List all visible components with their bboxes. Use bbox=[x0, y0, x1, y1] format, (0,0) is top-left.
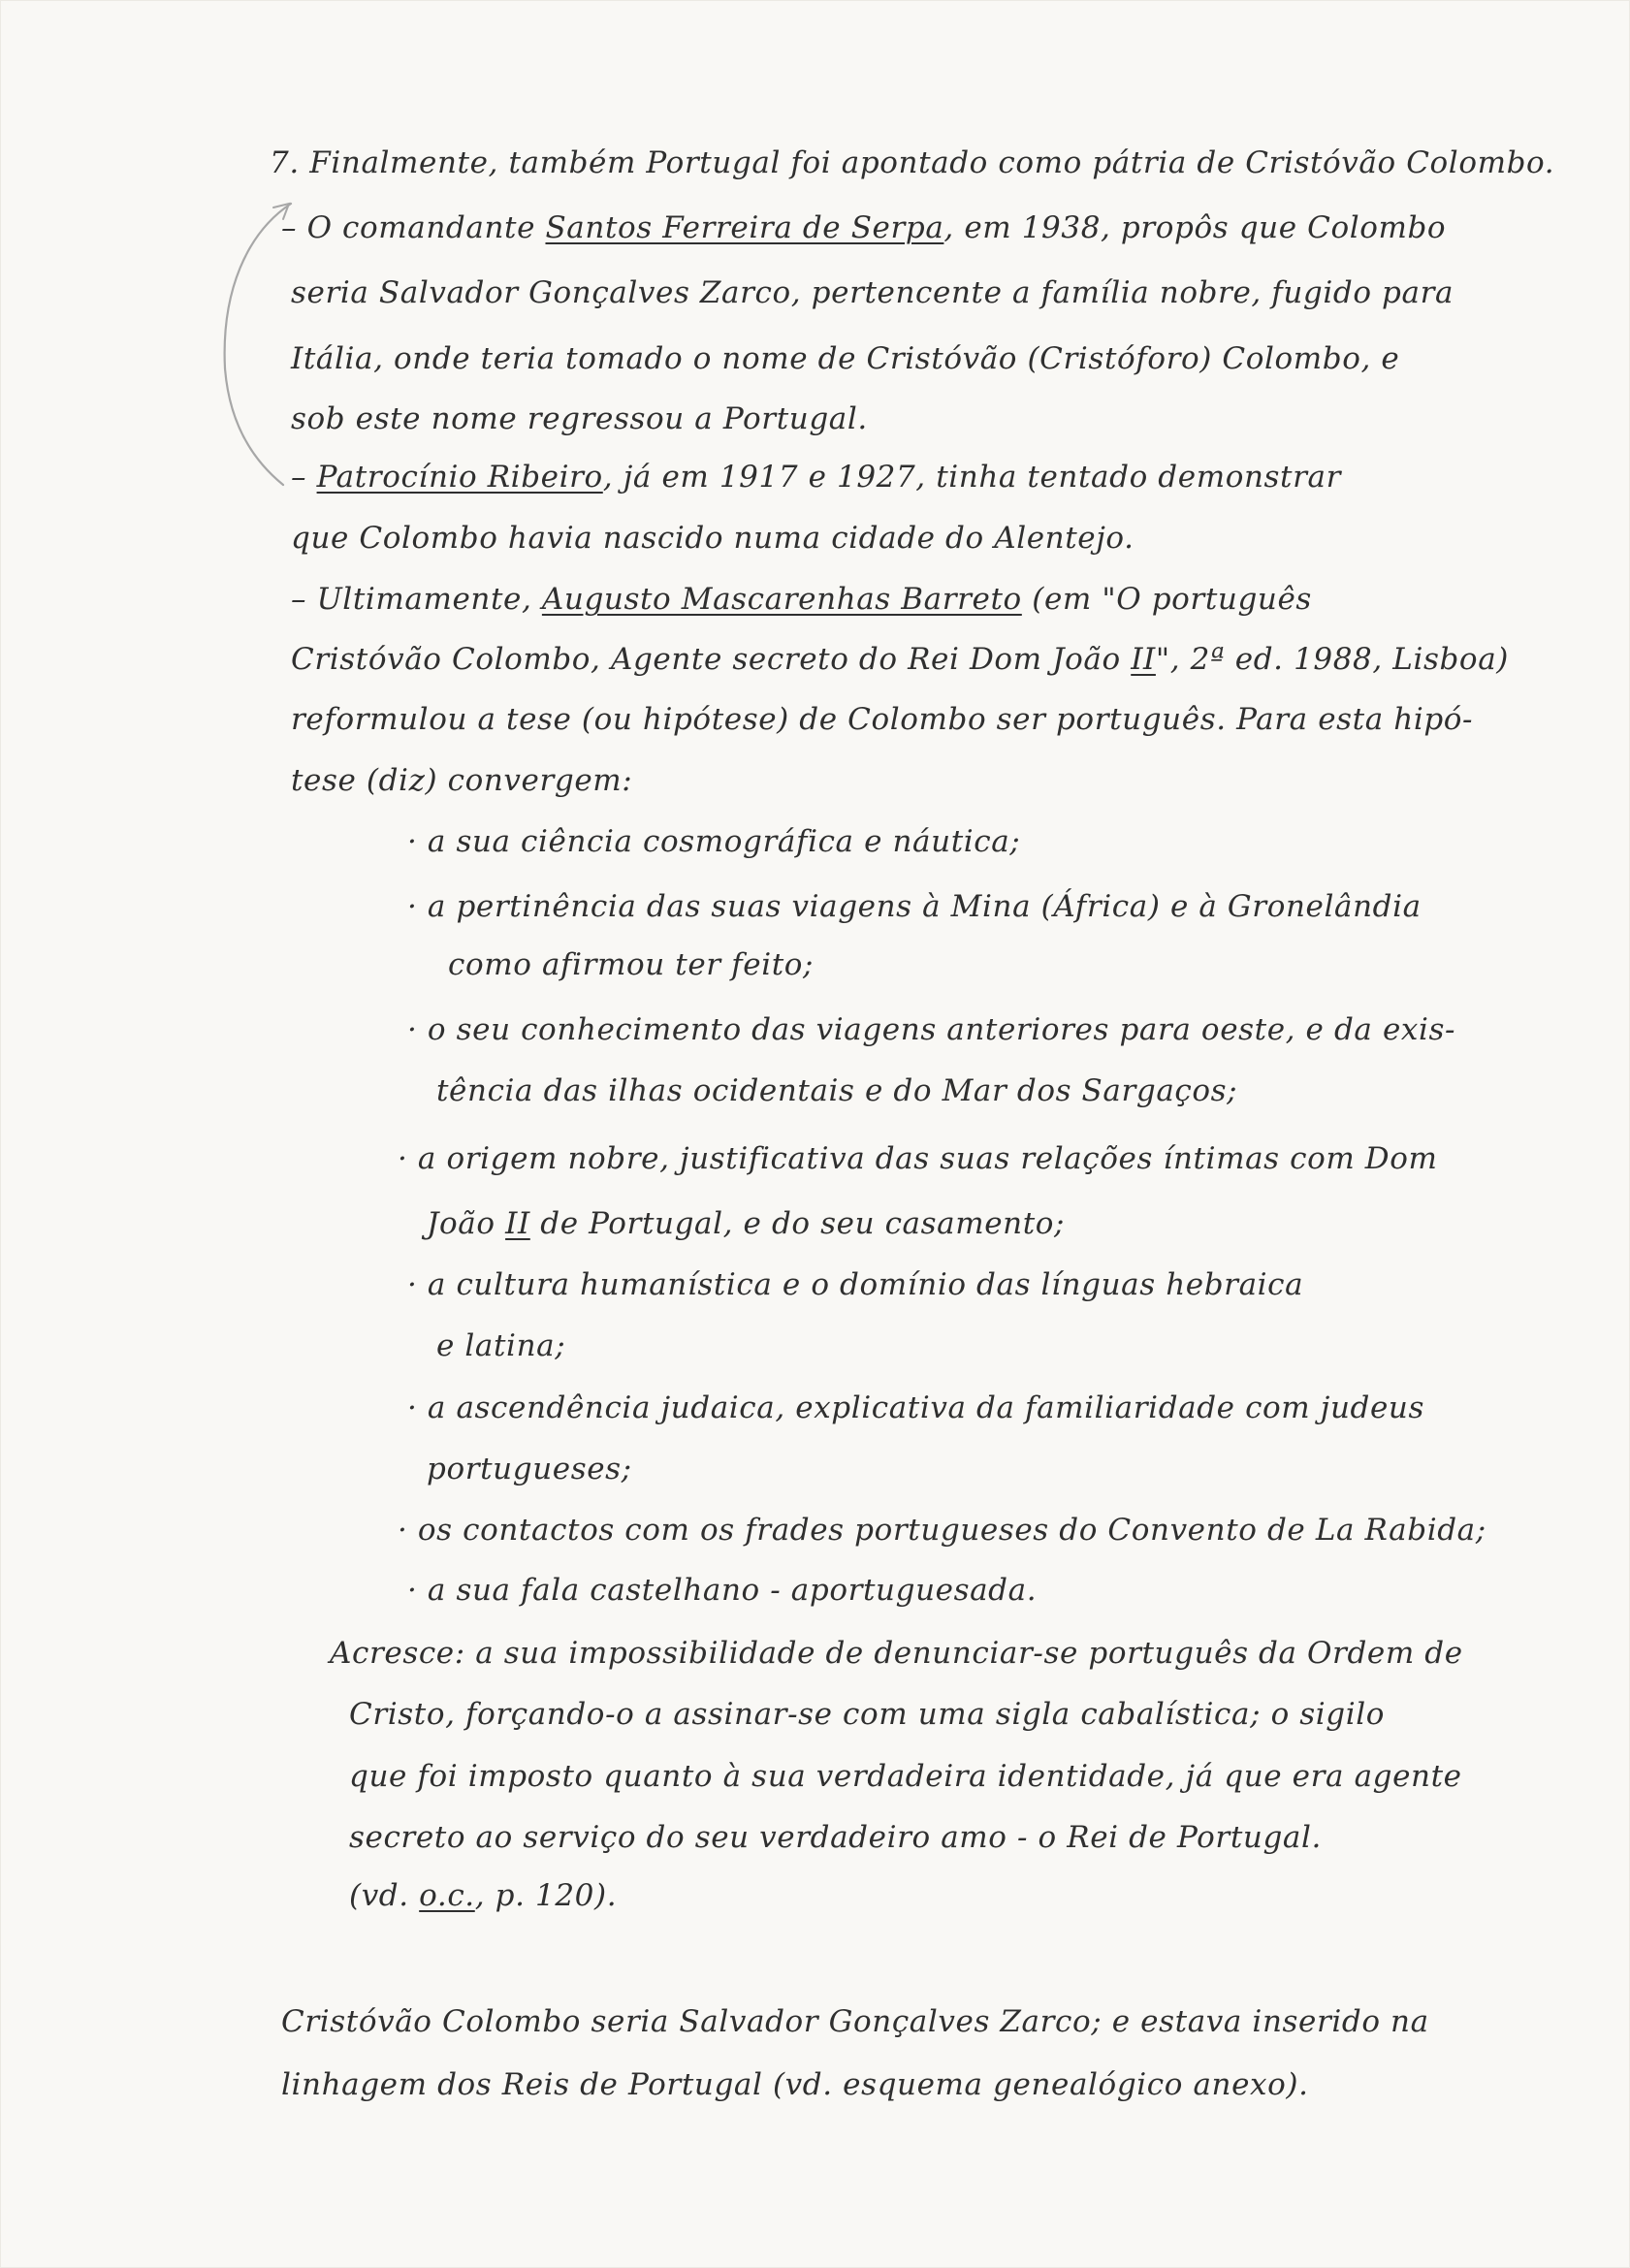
bullet-3-line-1: · o seu conhecimento das viagens anteriores para oeste, e da exis- bbox=[407, 1012, 1456, 1047]
bullet-6-line-1: · a ascendência judaica, explicativa da familiaridade com judeus bbox=[407, 1390, 1424, 1425]
list-dash: – bbox=[291, 582, 307, 617]
bullet-3-line-2: tência das ilhas ocidentais e do Mar dos Sargaços; bbox=[436, 1073, 1238, 1108]
item1-line-3: Itália, onde teria tomado o nome de Cristóvão (Cristóforo) Colombo, e bbox=[291, 341, 1400, 376]
bullet-2-line-1: · a pertinência das suas viagens à Mina (África) e à Gronelândia bbox=[407, 889, 1422, 924]
author-patrocinio-ribeiro: Patrocínio Ribeiro bbox=[316, 460, 603, 495]
list-dash: – bbox=[281, 210, 298, 245]
conclusion-line-2: linhagem dos Reis de Portugal (vd. esquema genealógico anexo). bbox=[281, 2067, 1309, 2102]
acresce-line-1: Acresce: a sua impossibilidade de denunciar-se português da Ordem de bbox=[330, 1636, 1463, 1671]
bullet-4-line-1: · a origem nobre, justificativa das suas relações íntimas com Dom bbox=[398, 1141, 1438, 1176]
item3-line-3: reformulou a tese (ou hipótese) de Colombo ser português. Para esta hipó- bbox=[291, 702, 1474, 737]
item3-line-1: – Ultimamente, Augusto Mascarenhas Barreto (em "O português bbox=[291, 582, 1312, 617]
intro-line-1: 7. Finalmente, também Portugal foi apontado como pátria de Cristóvão Colombo. bbox=[270, 145, 1555, 180]
item2-line-2: que Colombo havia nascido numa cidade do Alentejo. bbox=[291, 521, 1135, 556]
item3-line-2: Cristóvão Colombo, Agente secreto do Rei Dom João II", 2ª ed. 1988, Lisboa) bbox=[291, 642, 1509, 677]
acresce-reference: (vd. o.c., p. 120). bbox=[349, 1878, 618, 1913]
conclusion-line-1: Cristóvão Colombo seria Salvador Gonçalves Zarco; e estava inserido na bbox=[281, 2004, 1429, 2039]
bullet-1: · a sua ciência cosmográfica e náutica; bbox=[407, 824, 1021, 859]
item1-line-4: sob este nome regressou a Portugal. bbox=[291, 401, 868, 436]
bullet-5-line-2: e latina; bbox=[436, 1328, 566, 1363]
acresce-line-3: que foi imposto quanto à sua verdadeira identidade, já que era agente bbox=[349, 1759, 1462, 1794]
bullet-6-line-2: portugueses; bbox=[427, 1452, 632, 1486]
bullet-2-line-2: como afirmou ter feito; bbox=[448, 947, 815, 982]
list-dash: – bbox=[291, 460, 307, 495]
bullet-7: · os contactos com os frades portugueses do Convento de La Rabida; bbox=[398, 1513, 1486, 1548]
item1-line-2: seria Salvador Gonçalves Zarco, pertencente a família nobre, fugido para bbox=[291, 275, 1454, 310]
item3-line-4: tese (diz) convergem: bbox=[291, 763, 633, 798]
bullet-4-line-2: João II de Portugal, e do seu casamento; bbox=[427, 1206, 1066, 1241]
item1-line-1: – O comandante Santos Ferreira de Serpa, em 1938, propôs que Colombo bbox=[281, 210, 1447, 245]
acresce-line-4: secreto ao serviço do seu verdadeiro amo - o Rei de Portugal. bbox=[349, 1820, 1322, 1855]
section-number: 7. bbox=[270, 145, 300, 180]
author-augusto-mascarenhas-barreto: Augusto Mascarenhas Barreto bbox=[541, 582, 1022, 617]
author-santos-ferreira-de-serpa: Santos Ferreira de Serpa bbox=[545, 210, 944, 245]
item2-line-1: – Patrocínio Ribeiro, já em 1917 e 1927, tinha tentado demonstrar bbox=[291, 460, 1342, 495]
bullet-5-line-1: · a cultura humanística e o domínio das línguas hebraica bbox=[407, 1267, 1304, 1302]
bullet-8: · a sua fala castelhano - aportuguesada. bbox=[407, 1573, 1038, 1608]
acresce-line-2: Cristo, forçando-o a assinar-se com uma sigla cabalística; o sigilo bbox=[349, 1697, 1386, 1732]
